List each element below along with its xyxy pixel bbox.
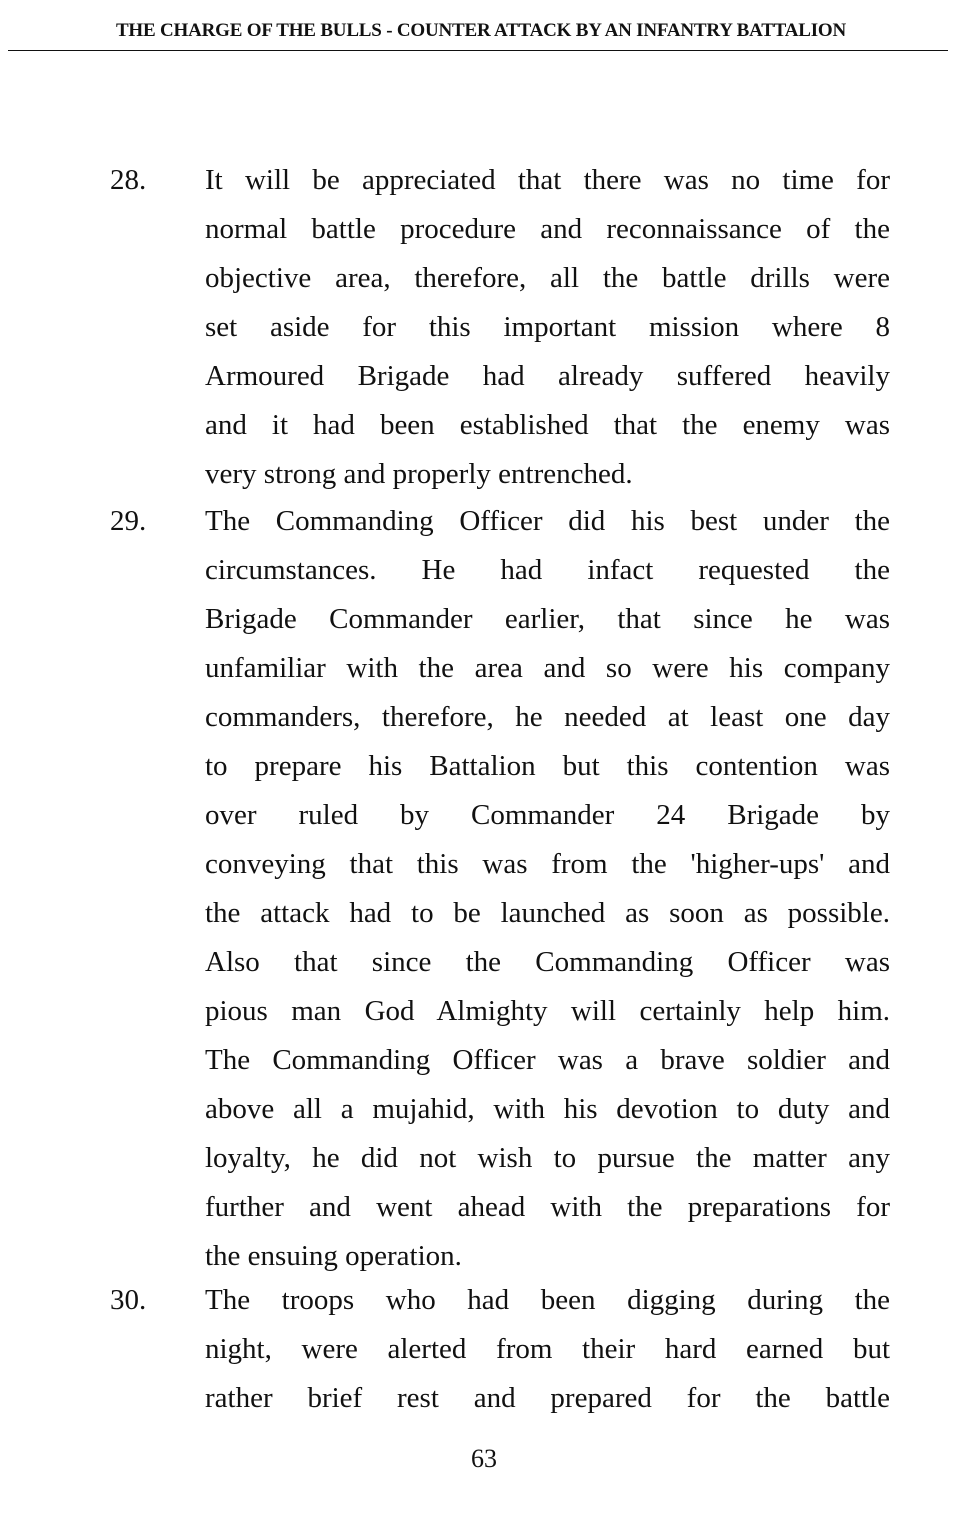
text-line: pious man God Almighty will certainly help him. [205, 995, 890, 1027]
paragraph-text [205, 497, 890, 1281]
paragraph-number: 28. [110, 164, 147, 196]
text-line: The Commanding Officer did his best under the [205, 505, 890, 537]
text-line: commanders, therefore, he needed at least one day [205, 701, 890, 733]
text-line: to prepare his Battalion but this contention was [205, 750, 890, 782]
paragraph-text [205, 1276, 890, 1423]
text-line: normal battle procedure and reconnaissance of the [205, 213, 890, 245]
text-line: loyalty, he did not wish to pursue the matter any [205, 1142, 890, 1174]
text-line: The troops who had been digging during the [205, 1284, 890, 1316]
text-line: Armoured Brigade had already suffered heavily [205, 360, 890, 392]
text-line: circumstances. He had infact requested the [205, 554, 890, 586]
text-line: It will be appreciated that there was no time for [205, 164, 890, 196]
paragraph-number: 30. [110, 1284, 147, 1316]
text-line: Also that since the Commanding Officer was [205, 946, 890, 978]
running-header: THE CHARGE OF THE BULLS - COUNTER ATTACK BY AN INFANTRY BATTALION [115, 20, 847, 41]
paragraph-number: 29. [110, 505, 147, 537]
text-line: conveying that this was from the 'higher-ups' and [205, 848, 890, 880]
text-line: the attack had to be launched as soon as possible. [205, 897, 890, 929]
header-rule [8, 50, 948, 51]
text-line: over ruled by Commander 24 Brigade by [205, 799, 890, 831]
text-line: night, were alerted from their hard earned but [205, 1333, 890, 1365]
page-number: 63 [471, 1444, 497, 1473]
text-line: the ensuing operation. [205, 1240, 462, 1272]
text-line: unfamiliar with the area and so were his company [205, 652, 890, 684]
text-line: rather brief rest and prepared for the battle [205, 1382, 890, 1414]
text-line: objective area, therefore, all the battle drills were [205, 262, 890, 294]
text-line: further and went ahead with the preparations for [205, 1191, 890, 1223]
text-line: very strong and properly entrenched. [205, 458, 633, 490]
text-line: The Commanding Officer was a brave soldier and [205, 1044, 890, 1076]
text-line: and it had been established that the enemy was [205, 409, 890, 441]
text-line: Brigade Commander earlier, that since he was [205, 603, 890, 635]
paragraph-text [205, 156, 890, 499]
text-line: above all a mujahid, with his devotion to duty and [205, 1093, 890, 1125]
text-line: set aside for this important mission where 8 [205, 311, 890, 343]
